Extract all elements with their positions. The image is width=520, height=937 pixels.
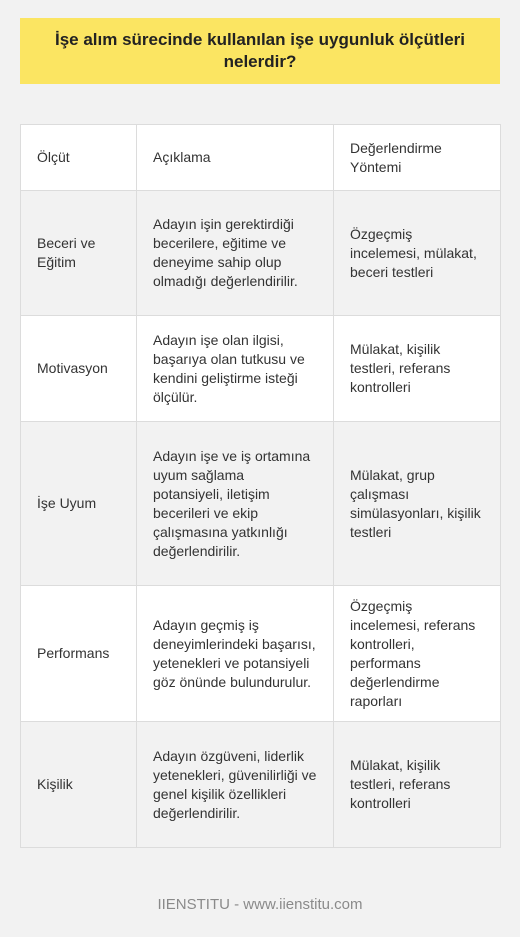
cell-criterion: Motivasyon: [21, 316, 137, 422]
cell-description: Adayın işin gerektirdiği becerilere, eğitime ve deneyime sahip olup olmadığı değerlendirilir.: [137, 191, 334, 316]
table-row: [21, 722, 501, 848]
cell-method: Mülakat, kişilik testleri, referans kontrolleri: [334, 316, 501, 422]
cell-method: Mülakat, grup çalışması simülasyonları, kişilik testleri: [334, 422, 501, 586]
cell-description: Adayın işe olan ilgisi, başarıya olan tutkusu ve kendini geliştirme isteği ölçülür.: [137, 316, 334, 422]
cell-description: Adayın işe ve iş ortamına uyum sağlama potansiyeli, iletişim becerileri ve ekip çalışmasına yatkınlığı değerlendirilir.: [137, 422, 334, 586]
cell-method: Özgeçmiş incelemesi, referans kontrolleri, performans değerlendirme raporları: [334, 586, 501, 722]
title-banner: [20, 18, 500, 84]
table-row: [21, 191, 501, 316]
footer-watermark: IIENSTITU - www.iienstitu.com: [157, 896, 363, 913]
table-row: [21, 586, 501, 722]
table-row: [21, 422, 501, 586]
header-cell-criterion: Ölçüt: [21, 125, 137, 191]
cell-method: Mülakat, kişilik testleri, referans kontrolleri: [334, 722, 501, 848]
table-row: [21, 316, 501, 422]
cell-criterion: İşe Uyum: [21, 422, 137, 586]
cell-description: Adayın geçmiş iş deneyimlerindeki başarısı, yetenekleri ve potansiyeli göz önünde bulundurulur.: [137, 586, 334, 722]
header-cell-description: Açıklama: [137, 125, 334, 191]
criteria-table: [20, 124, 501, 848]
table-header-row: [21, 125, 501, 191]
cell-criterion: Kişilik: [21, 722, 137, 848]
header-cell-method: Değerlendirme Yöntemi: [334, 125, 501, 191]
cell-criterion: Beceri ve Eğitim: [21, 191, 137, 316]
page-title: İşe alım sürecinde kullanılan işe uygunluk ölçütleri nelerdir?: [54, 30, 466, 71]
cell-description: Adayın özgüveni, liderlik yetenekleri, güvenilirliği ve genel kişilik özellikleri değerlendirilir.: [137, 722, 334, 848]
cell-method: Özgeçmiş incelemesi, mülakat, beceri testleri: [334, 191, 501, 316]
cell-criterion: Performans: [21, 586, 137, 722]
